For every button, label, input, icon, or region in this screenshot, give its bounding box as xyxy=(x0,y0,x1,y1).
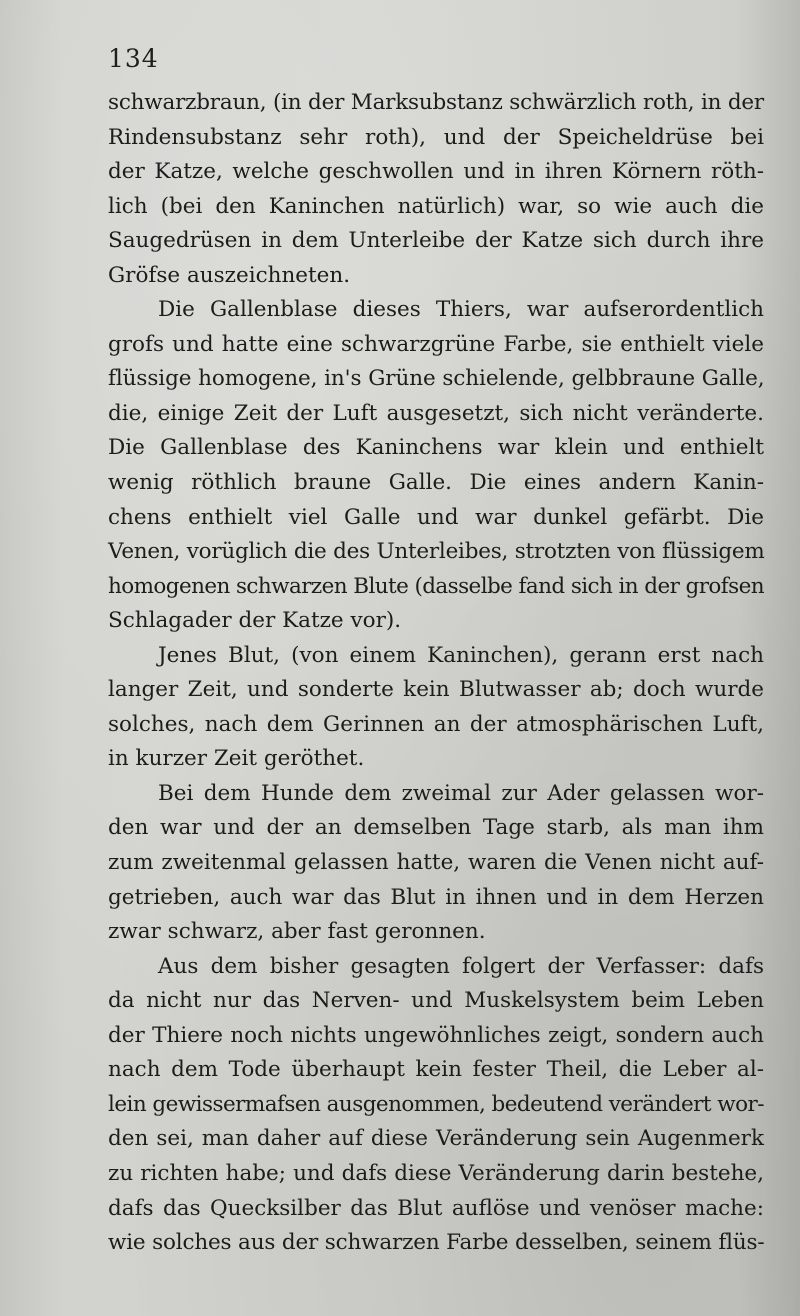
text-line: Saugedrüsen in dem Unterleibe der Katze sich durch ihre xyxy=(108,228,764,254)
text-line: den war und der an demselben Tage starb, als man ihm xyxy=(108,815,764,841)
text-line: Schlagader der Katze vor). xyxy=(108,608,402,634)
text-line: solches, nach dem Gerinnen an der atmosphärischen Luft, xyxy=(108,711,764,737)
text-line: in kurzer Zeit geröthet. xyxy=(108,746,365,772)
body-text xyxy=(108,86,764,1261)
text-line: Jenes Blut, (von einem Kaninchen), gerann erst nach xyxy=(158,642,764,668)
text-line: die, einige Zeit der Luft ausgesetzt, sich nicht veränderte. xyxy=(108,400,764,426)
text-line: zu richten habe; und dafs diese Veränderung darin bestehe, xyxy=(108,1160,764,1186)
text-line: Die Gallenblase des Kaninchens war klein und enthielt xyxy=(108,435,764,461)
text-line: Bei dem Hunde dem zweimal zur Ader gelassen wor- xyxy=(158,780,764,806)
text-line: nach dem Tode überhaupt kein fester Theil, die Leber al- xyxy=(108,1057,764,1083)
text-line: Die Gallenblase dieses Thiers, war aufserordentlich xyxy=(158,297,764,323)
text-line: flüssige homogene, in's Grüne schielende, gelbbraune Galle, xyxy=(108,366,765,392)
text-line: homogenen schwarzen Blute (dasselbe fand sich in der grofsen xyxy=(108,573,764,599)
text-line: Gröfse auszeichneten. xyxy=(108,262,351,288)
text-line: wie solches aus der schwarzen Farbe desselben, seinem flüs- xyxy=(108,1230,765,1256)
text-line: chens enthielt viel Galle und war dunkel gefärbt. Die xyxy=(108,504,764,530)
text-line: zum zweitenmal gelassen hatte, waren die Venen nicht auf- xyxy=(108,850,764,876)
text-line: Rindensubstanz sehr roth), und der Speicheldrüse bei xyxy=(108,124,764,150)
text-line: lich (bei den Kaninchen natürlich) war, so wie auch die xyxy=(108,193,764,219)
text-line: den sei, man daher auf diese Veränderung sein Augenmerk xyxy=(108,1126,764,1152)
text-line: zwar schwarz, aber fast geronnen. xyxy=(108,919,486,945)
text-line: da nicht nur das Nerven- und Muskelsystem beim Leben xyxy=(108,988,764,1014)
text-line: der Katze, welche geschwollen und in ihren Körnern röth- xyxy=(108,159,764,185)
page-number: 134 xyxy=(108,44,159,73)
text-line: dafs das Quecksilber das Blut auflöse und venöser mache: xyxy=(108,1195,764,1221)
text-line: der Thiere noch nichts ungewöhnliches zeigt, sondern auch xyxy=(108,1022,764,1048)
text-line: Aus dem bisher gesagten folgert der Verfasser: dafs xyxy=(158,953,764,979)
text-line: langer Zeit, und sonderte kein Blutwasser ab; doch wurde xyxy=(108,677,764,703)
text-line: Venen, vorüglich die des Unterleibes, strotzten von flüssigem xyxy=(108,539,765,565)
text-line: grofs und hatte eine schwarzgrüne Farbe, sie enthielt viele xyxy=(108,331,764,357)
text-line: getrieben, auch war das Blut in ihnen und in dem Herzen xyxy=(108,884,764,910)
text-line: lein gewissermafsen ausgenommen, bedeutend verändert wor- xyxy=(108,1091,764,1117)
text-line: wenig röthlich braune Galle. Die eines andern Kanin- xyxy=(108,470,764,496)
text-line: schwarzbraun, (in der Marksubstanz schwärzlich roth, in der xyxy=(108,90,764,115)
